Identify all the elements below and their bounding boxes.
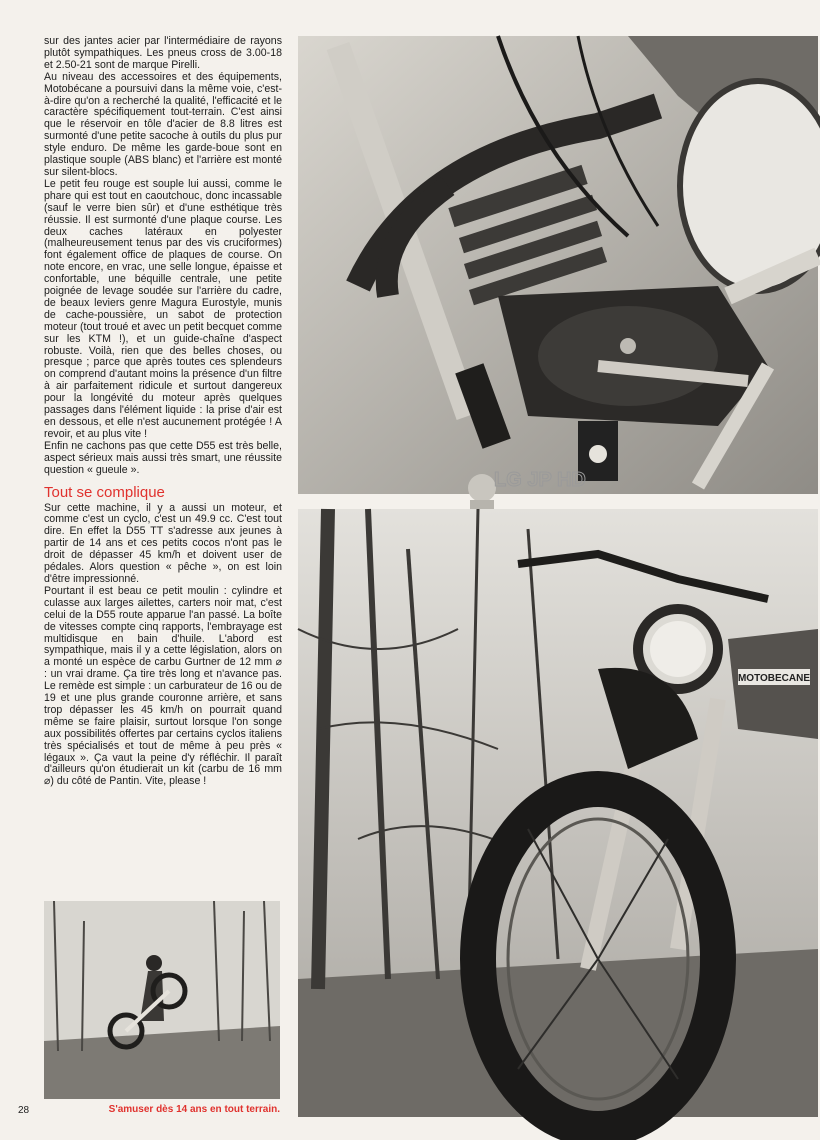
watermark-text: LG JP HD [494, 469, 586, 491]
wheelie-photo [44, 901, 280, 1099]
photo-caption: S'amuser dès 14 ans en tout terrain. [108, 1104, 280, 1115]
bike-front-photo [298, 509, 818, 1117]
article-paragraph: sur des jantes acier par l'intermédiaire de rayons plutôt sympathiques. Les pneus cross de 3.00-18 et 2.50-21 sont de marque Pirelli. [44, 35, 282, 71]
engine-closeup-photo [298, 36, 818, 494]
section-heading: Tout se complique [44, 483, 165, 501]
article-column [44, 36, 282, 788]
article-paragraph: Sur cette machine, il y a aussi un moteur, et comme c'est un cyclo, c'est un 49.9 cc. C'est tout dire. En effet la D55 TT s'adresse aux jeunes à partir de 14 ans et ces petits cocos n'ont pas le droit de dépasser 45 km/h et doivent user de pédales. Alors question « pêche », on est loin d'être impressionné. [44, 501, 282, 585]
page-number: 28 [18, 1105, 30, 1116]
article-paragraph: Au niveau des accessoires et des équipements, Motobécane a poursuivi dans la même voie, c'est-à-dire qu'on a recherché la qualité, l'efficacité et le caractère spécifiquement tout-terrain. C'est ainsi que le réservoir en tôle d'acier de 8.8 litres est surmonté d'une petite sacoche à outils du plus pur style enduro. De même les garde-boue sont en plastique souple (ABS blanc) et l'arrière est monté sur silent-blocs. [44, 70, 282, 178]
article-paragraph: Pourtant il est beau ce petit moulin : cylindre et culasse aux larges ailettes, carters noir mat, c'est celui de la D55 route apparue l'an passé. La boîte de vitesses compte cinq rapports, l'embrayage est multidisque en bain d'huile. L'abord est sympathique, mais il y a cette législation, alors on a monté un espèce de carbu Gurtner de 12 mm ⌀ : un vrai drame. Ça tire très long et n'avance pas. Le remède est simple : un carburateur de 16 ou de 19 et une plus grande couronne arrière, et sans trop dépasser les 45 km/h on pourrait quand même se faire plaisir, surtout lorsque l'on songe aux possibilités offertes par certains cyclos italiens très spécialisés et tout de même à peu près « légaux ». Ça vaut la peine d'y réfléchir. Il paraît d'ailleurs qu'on étudierait un kit (carbu de 16 mm ⌀) du côté de Pantin. Vite, please ! [44, 584, 282, 788]
article-paragraph: Enfin ne cachons pas que cette D55 est très belle, aspect sérieux mais aussi très smart, une réussite question « gueule ». [44, 439, 282, 476]
article-paragraph: Le petit feu rouge est souple lui aussi, comme le phare qui est tout en caoutchouc, donc incassable (sauf le verre bien sûr) et d'une esthétique très réussie. Il est surmonté d'une plaque course. Les deux caches latéraux en polyester (malheureusement tenus par des vis cruciformes) font également office de plaques de course. On note encore, en vrac, une selle longue, épaisse et confortable, une béquille centrale, une petite poignée de levage soudée sur l'arrière du cadre, de beaux leviers genre Magura Eurostyle, munis de cache-poussière, un sabot de protection moteur (tout troué et avec un petit becquet comme sur les KTM !), et un guide-chaîne d'aspect robuste. Voilà, rien que des belles choses, ou presque ; parce que après toutes ces splendeurs on comprend d'autant moins la présence d'un filtre à air parfaitement ridicule et surtout dangereux pour la longévité du moteur après quelques passages dans l'élément liquide : la prise d'air est en dessous, et elle n'est aucunement protégée ! A revoir, et au plus vite ! [44, 177, 282, 440]
tank-label: MOTOBECANE [737, 673, 811, 684]
